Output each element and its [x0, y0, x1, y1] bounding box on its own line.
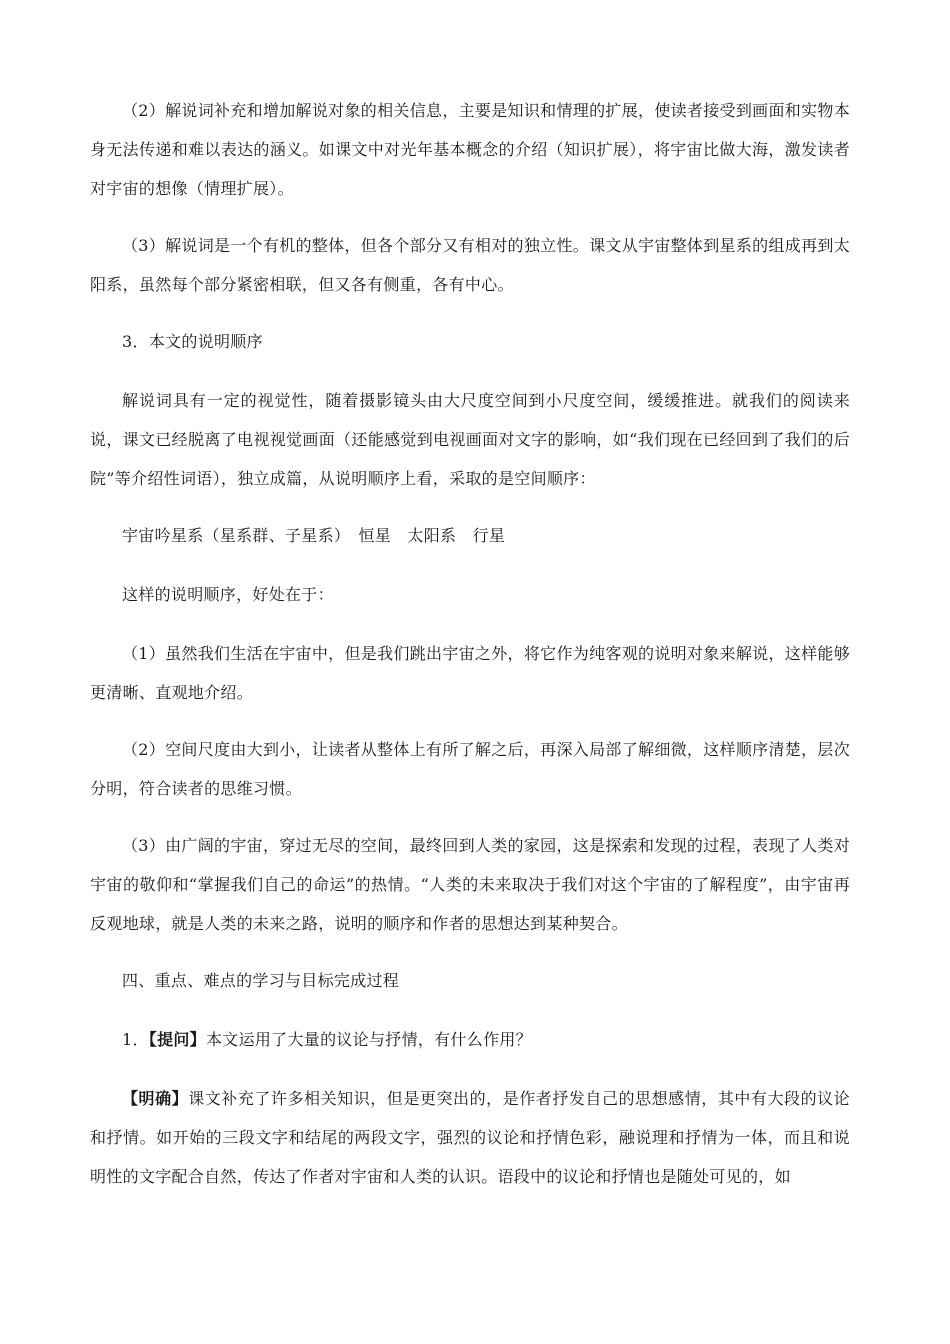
paragraph-benefit-3: （3）由广阔的宇宙，穿过无尽的空间，最终回到人类的家园，这是探索和发现的过程，表现了人类对宇宙的敬仰和“掌握我们自己的命运”的热情。“人类的未来取决于我们对这个宇宙的了解程度”，由宇宙再反观地球，就是人类的未来之路，说明的顺序和作者的思想达到某种契合。: [90, 836, 850, 933]
paragraph-explanation-supplement: （2）解说词补充和增加解说对象的相关信息，主要是知识和情理的扩展，使读者接受到画面和实物本身无法传递和难以表达的涵义。如课文中对光年基本概念的介绍（知识扩展），将宇宙比做大海，激发读者对宇宙的想像（情理扩展）。: [90, 101, 850, 198]
question-text: 本文运用了大量的议论与抒情，有什么作用？: [205, 1030, 532, 1049]
paragraph-organic-whole: （3）解说词是一个有机的整体，但各个部分又有相对的独立性。课文从宇宙整体到星系的组成再到太阳系，虽然每个部分紧密相联，但又各有侧重，各有中心。: [90, 236, 850, 294]
paragraph-benefit-1: （1）虽然我们生活在宇宙中，但是我们跳出宇宙之外，将它作为纯客观的说明对象来解说，这样能够更清晰、直观地介绍。: [90, 644, 850, 702]
paragraph-answer: [90, 1079, 850, 1196]
answer-tag: 【明确】: [122, 1089, 189, 1108]
section-heading-key-points: 四、重点、难点的学习与目标完成过程: [122, 971, 400, 990]
paragraph-order-sequence: 宇宙吟星系（星系群、子星系） 恒星 太阳系 行星: [122, 526, 506, 545]
answer-text: 课文补充了许多相关知识，但是更突出的，是作者抒发自己的思想感情，其中有大段的议论和抒情。如开始的三段文字和结尾的两段文字，强烈的议论和抒情色彩，融说理和抒情为一体，而且和说明性的文字配合自然，传达了作者对宇宙和人类的认识。语段中的议论和抒情也是随处可见的，如: [90, 1089, 850, 1186]
paragraph-question: [90, 1020, 850, 1059]
question-tag: 【提问】: [148, 1030, 206, 1049]
paragraph-benefit-2: （2）空间尺度由大到小，让读者从整体上有所了解之后，再深入局部了解细微，这样顺序清楚，层次分明，符合读者的思维习惯。: [90, 740, 850, 798]
paragraph-benefits-intro: 这样的说明顺序，好处在于：: [122, 585, 334, 604]
section-heading-order: 3．本文的说明顺序: [122, 332, 263, 351]
paragraph-visual-order: 解说词具有一定的视觉性，随着摄影镜头由大尺度空间到小尺度空间，缓缓推进。就我们的阅读来说，课文已经脱离了电视视觉画面（还能感觉到电视画面对文字的影响，如“我们现在已经回到了我们的后院”等介绍性词语），独立成篇，从说明顺序上看，采取的是空间顺序：: [90, 391, 850, 488]
question-number: 1．: [122, 1030, 149, 1049]
